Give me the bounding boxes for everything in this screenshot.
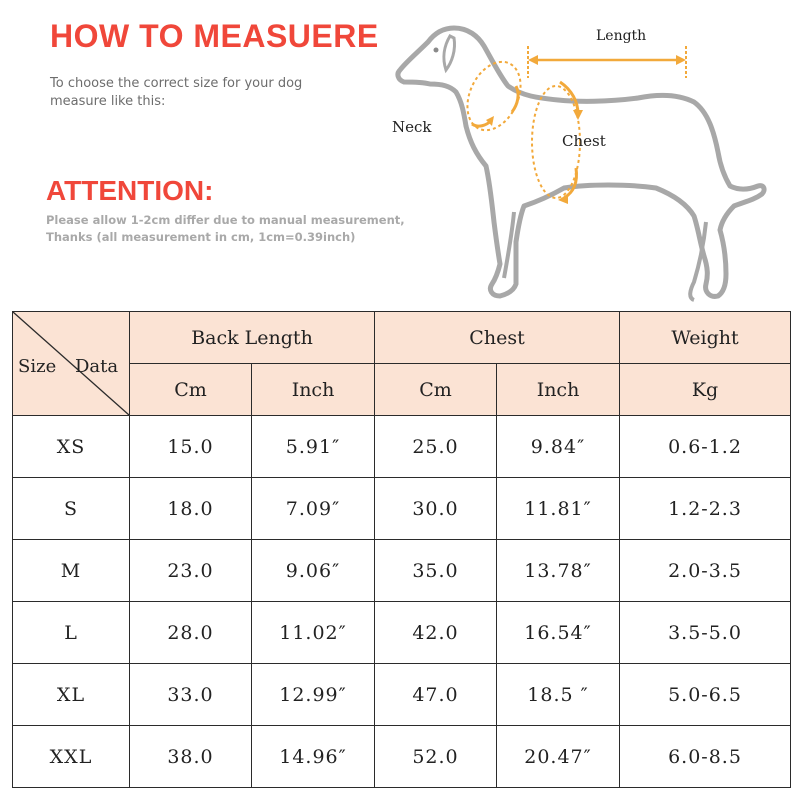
group-header-chest: Chest (375, 312, 620, 364)
attention-heading: ATTENTION: (46, 175, 214, 206)
size-data-corner-cell (13, 312, 130, 416)
unit-header: Inch (252, 364, 375, 416)
attention-note-line-1: Please allow 1-2cm differ due to manual measurement, (46, 213, 405, 227)
unit-header: Kg (620, 364, 791, 416)
back-length-cm-cell: 18.0 (130, 478, 252, 540)
size-cell: XL (13, 664, 130, 726)
unit-header: Cm (375, 364, 497, 416)
weight-kg-cell: 3.5-5.0 (620, 602, 791, 664)
chest-inch-cell: 9.84″ (497, 416, 620, 478)
unit-header: Inch (497, 364, 620, 416)
chest-cm-cell: 42.0 (375, 602, 497, 664)
chest-cm-cell: 52.0 (375, 726, 497, 788)
weight-kg-cell: 2.0-3.5 (620, 540, 791, 602)
back-length-inch-cell: 12.99″ (252, 664, 375, 726)
corner-data-label: Data (75, 356, 119, 377)
chest-inch-cell: 11.81″ (497, 478, 620, 540)
size-chart-table (12, 311, 791, 788)
neck-label: Neck (392, 118, 432, 136)
weight-kg-cell: 1.2-2.3 (620, 478, 791, 540)
weight-kg-cell: 0.6-1.2 (620, 416, 791, 478)
page-title: HOW TO MEASUERE (50, 18, 379, 54)
length-arrow-right (676, 55, 686, 65)
table-row (13, 664, 791, 726)
table-row (13, 416, 791, 478)
size-cell: L (13, 602, 130, 664)
table-row (13, 540, 791, 602)
length-arrow-left (528, 55, 538, 65)
size-cell: XS (13, 416, 130, 478)
unit-header: Cm (130, 364, 252, 416)
corner-size-label: Size (18, 356, 57, 377)
attention-note-line-2: Thanks (all measurement in cm, 1cm=0.39inch) (46, 230, 356, 244)
chest-cm-cell: 35.0 (375, 540, 497, 602)
chest-inch-cell: 20.47″ (497, 726, 620, 788)
back-length-inch-cell: 14.96″ (252, 726, 375, 788)
size-cell: XXL (13, 726, 130, 788)
back-length-cm-cell: 28.0 (130, 602, 252, 664)
group-header-weight: Weight (620, 312, 791, 364)
chest-inch-cell: 16.54″ (497, 602, 620, 664)
back-length-inch-cell: 7.09″ (252, 478, 375, 540)
table-row (13, 478, 791, 540)
dog-outline (398, 28, 764, 296)
table-header-row (13, 312, 791, 364)
dog-illustration (388, 16, 778, 312)
weight-kg-cell: 6.0-8.5 (620, 726, 791, 788)
measure-instructions (50, 75, 302, 111)
dog-measurement-diagram (388, 16, 778, 312)
group-header-back-length: Back Length (130, 312, 375, 364)
chest-cm-cell: 47.0 (375, 664, 497, 726)
attention-note (46, 212, 405, 246)
back-length-cm-cell: 38.0 (130, 726, 252, 788)
back-length-cm-cell: 23.0 (130, 540, 252, 602)
instruction-line-2: measure like this: (50, 94, 166, 109)
table-row (13, 726, 791, 788)
chest-arrowhead-bottom (558, 194, 568, 204)
back-length-inch-cell: 5.91″ (252, 416, 375, 478)
dog-eye (434, 48, 439, 53)
table-row (13, 602, 791, 664)
weight-kg-cell: 5.0-6.5 (620, 664, 791, 726)
back-length-inch-cell: 9.06″ (252, 540, 375, 602)
size-cell: S (13, 478, 130, 540)
length-label: Length (596, 28, 647, 44)
back-length-inch-cell: 11.02″ (252, 602, 375, 664)
back-length-cm-cell: 33.0 (130, 664, 252, 726)
chest-inch-cell: 13.78″ (497, 540, 620, 602)
back-length-cm-cell: 15.0 (130, 416, 252, 478)
chest-label: Chest (562, 132, 606, 150)
size-cell: M (13, 540, 130, 602)
instruction-line-1: To choose the correct size for your dog (50, 76, 303, 91)
chest-cm-cell: 25.0 (375, 416, 497, 478)
chest-cm-cell: 30.0 (375, 478, 497, 540)
chest-inch-cell: 18.5 ″ (497, 664, 620, 726)
